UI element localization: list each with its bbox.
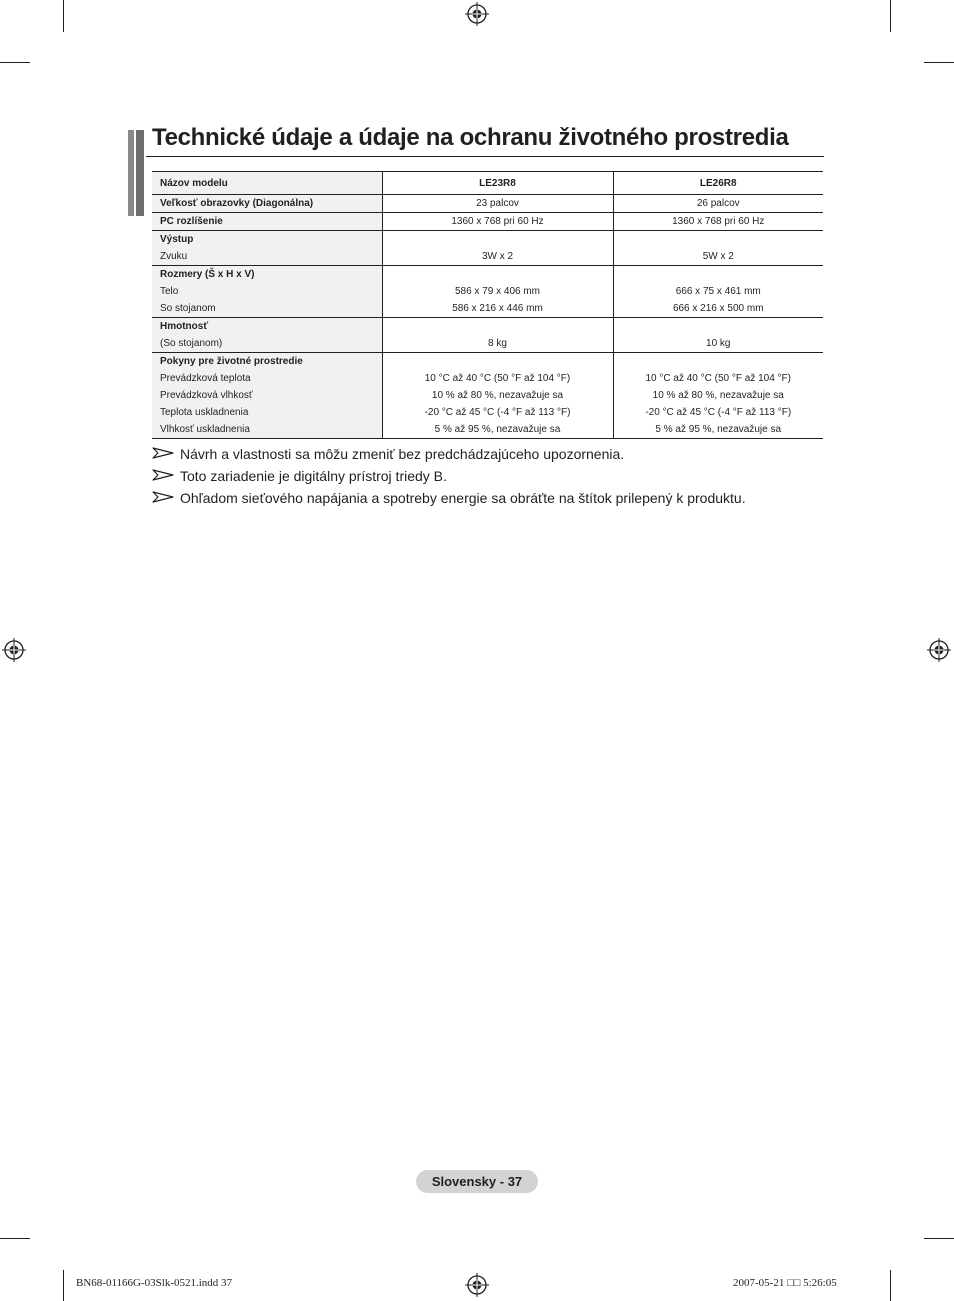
- spec-value-model-2: [613, 266, 823, 318]
- spec-value: [385, 318, 611, 335]
- spec-value: 10 °C až 40 °C (50 °F až 104 °F): [645, 373, 791, 384]
- spec-value: 10 % až 80 %, nezavažuje sa: [652, 390, 784, 401]
- spec-value-model-1: [382, 318, 613, 353]
- spec-label: Rozmery (Š x H x V): [160, 269, 255, 280]
- table-row: [152, 231, 823, 266]
- crop-mark: [63, 1270, 64, 1301]
- registration-mark-icon: [465, 1273, 489, 1297]
- table-row: [152, 213, 823, 231]
- spec-value: -20 °C až 45 °C (-4 °F až 113 °F): [424, 407, 571, 418]
- crop-mark: [63, 0, 64, 32]
- spec-value-model-2: [613, 318, 823, 353]
- spec-label: Telo: [160, 286, 179, 297]
- spec-value: 10 °C až 40 °C (50 °F až 104 °F): [424, 373, 571, 384]
- note-text: Ohľadom sieťového napájania a spotreby energie sa obráťte na štítok prilepený k produktu.: [180, 490, 746, 506]
- registration-mark-icon: [465, 2, 489, 26]
- spec-table: [152, 171, 823, 439]
- arrow-right-icon: [152, 468, 174, 482]
- spec-value: 666 x 216 x 500 mm: [672, 303, 764, 314]
- crop-mark: [924, 62, 954, 63]
- spec-value: 3W x 2: [481, 251, 514, 262]
- spec-value: 1360 x 768 pri 60 Hz: [451, 216, 544, 227]
- crop-mark: [0, 1238, 30, 1239]
- footer-timestamp: 2007-05-21 □□ 5:26:05: [733, 1277, 837, 1289]
- spec-value-model-1: [382, 195, 613, 213]
- spec-value: 8 kg: [488, 338, 507, 349]
- title-underline: [146, 156, 824, 157]
- spec-value-model-2: [613, 195, 823, 213]
- spec-value: -20 °C až 45 °C (-4 °F až 113 °F): [645, 407, 792, 418]
- note-text: Návrh a vlastnosti sa môžu zmeniť bez predchádzajúceho upozornenia.: [180, 446, 625, 462]
- arrow-right-icon: [152, 490, 174, 504]
- spec-value-model-1: [382, 353, 613, 439]
- spec-value: [616, 318, 822, 335]
- crop-mark: [0, 62, 30, 63]
- spec-value: 586 x 79 x 406 mm: [454, 286, 541, 297]
- spec-label-cell: [152, 353, 382, 439]
- spec-label: Prevádzková vlhkosť: [160, 390, 253, 401]
- table-row: [152, 318, 823, 353]
- footer-file-info: BN68-01166G-03Slk-0521.indd 37: [76, 1277, 233, 1289]
- spec-label: Prevádzková teplota: [160, 373, 251, 384]
- table-row: [152, 353, 823, 439]
- header-label: Názov modelu: [152, 172, 382, 195]
- spec-value: [385, 231, 611, 248]
- spec-value: [616, 353, 822, 370]
- spec-label-cell: [152, 231, 382, 266]
- registration-mark-icon: [927, 638, 951, 662]
- note-item: [152, 443, 746, 465]
- spec-value: [385, 266, 611, 283]
- notes-list: [152, 443, 746, 509]
- spec-label: Teplota uskladnenia: [160, 407, 249, 418]
- note-text: Toto zariadenie je digitálny prístroj triedy B.: [180, 468, 447, 484]
- spec-label-cell: [152, 266, 382, 318]
- header-model-2: LE26R8: [613, 172, 823, 195]
- spec-value-model-1: [382, 213, 613, 231]
- spec-value-model-1: [382, 266, 613, 318]
- spec-label: So stojanom: [160, 303, 216, 314]
- title-accent-bar: [136, 130, 144, 216]
- crop-mark: [890, 0, 891, 32]
- spec-label: Zvuku: [160, 251, 188, 262]
- spec-value: 5 % až 95 %, nezavažuje sa: [434, 424, 561, 435]
- table-row: [152, 195, 823, 213]
- note-item: [152, 487, 746, 509]
- header-model-1: LE23R8: [382, 172, 613, 195]
- spec-label: Výstup: [160, 234, 194, 245]
- spec-value: 10 % až 80 %, nezavažuje sa: [431, 390, 564, 401]
- spec-value: 10 kg: [706, 338, 731, 349]
- spec-value: [616, 266, 822, 283]
- spec-label: Veľkosť obrazovky (Diagonálna): [160, 198, 314, 209]
- table-header-row: [152, 172, 823, 195]
- title-accent-bar: [128, 130, 134, 216]
- registration-mark-icon: [2, 638, 26, 662]
- spec-label-cell: [152, 213, 382, 231]
- spec-value-model-2: [613, 353, 823, 439]
- spec-label: Vlhkosť uskladnenia: [160, 424, 250, 435]
- page-number-label: Slovensky - 37: [416, 1170, 538, 1193]
- spec-value: 666 x 75 x 461 mm: [675, 286, 761, 297]
- spec-value-model-2: [613, 231, 823, 266]
- spec-value: 23 palcov: [476, 198, 519, 209]
- spec-value: 5W x 2: [702, 251, 734, 262]
- spec-value: [385, 353, 611, 370]
- spec-value: 26 palcov: [696, 198, 740, 209]
- spec-label-cell: [152, 195, 382, 213]
- spec-value: 5 % až 95 %, nezavažuje sa: [655, 424, 782, 435]
- note-item: [152, 465, 746, 487]
- spec-label: Hmotnosť: [160, 321, 209, 332]
- table-row: [152, 266, 823, 318]
- spec-value-model-2: [613, 213, 823, 231]
- spec-value: 1360 x 768 pri 60 Hz: [672, 216, 765, 227]
- spec-label-cell: [152, 318, 382, 353]
- spec-value: 586 x 216 x 446 mm: [452, 303, 543, 314]
- spec-value: [616, 231, 822, 248]
- spec-value-model-1: [382, 231, 613, 266]
- spec-label: PC rozlíšenie: [160, 216, 223, 227]
- crop-mark: [890, 1270, 891, 1301]
- spec-label: (So stojanom): [160, 338, 223, 349]
- spec-label: Pokyny pre životné prostredie: [160, 356, 303, 367]
- crop-mark: [924, 1238, 954, 1239]
- page-title: Technické údaje a údaje na ochranu životného prostredia: [152, 124, 789, 151]
- arrow-right-icon: [152, 446, 174, 460]
